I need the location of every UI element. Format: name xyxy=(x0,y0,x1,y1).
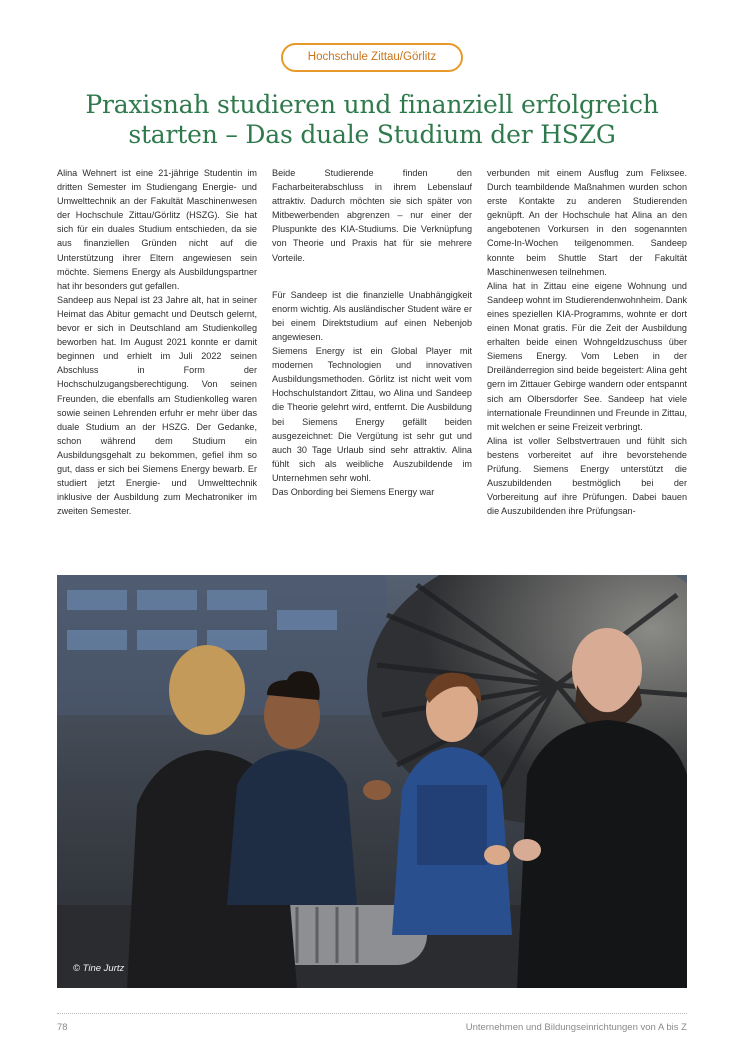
section-tag: Hochschule Zittau/Görlitz xyxy=(281,43,463,72)
paragraph: verbunden mit einem Ausflug zum Felixsee. Durch teambildende Maßnahmen wurden schon erste Kontakte zu anderen Studierenden geknüpft. An der Hochschule hat Alina an den angebotenen Vorkursen in den sogenannten Come-In-Wochen teilgenommen. Sandeep konnte beim Shuttle Start der Fakultät Maschinenwesen teilnehmen. xyxy=(487,168,687,277)
text-column-3 xyxy=(487,166,687,518)
paragraph: Für Sandeep ist die finanzielle Unabhängigkeit enorm wichtig. Als ausländischer Student wäre er bei einem Direktstudium auf einen Nebenjob angewiesen. xyxy=(272,289,472,342)
text-column-1 xyxy=(57,166,257,518)
paragraph: Sandeep aus Nepal ist 23 Jahre alt, hat in seiner Heimat das Abitur gemacht und Deutsch gelernt, bevor er sich in Deutschland am Studienkolleg beworben hat. Im August 2021 konnte er damit beginnen und erhielt im Juli 2022 seinen Abschluss in Form der Hochschulzugangsberechtigung. Von seinen Freunden, die ebenfalls am Studienkolleg waren sowie seinen Lehrenden erfuhr er mehr über das duale Studium an der HSZG. Der Gedanke, schon während dem Studium ein Ausbildungsgehalt zu bekommen, gefiel ihm so gut, dass er sich bei Siemens Energy bewarb. Er studiert jetzt Energie- und Umwelttechnik inklusive der Ausbildung zum Mechatroniker im zweiten Semester. xyxy=(57,294,257,517)
paragraph: Alina Wehnert ist eine 21-jährige Studentin im dritten Semester im Studiengang Energie- und Umwelttechnik an der Fakultät Maschinenwesen der Hochschule Zittau/Görlitz (HSZG). Sie hat sich für ein duales Studium entschieden, da sie aus finanziellen Gründen nicht auf die Unterstützung ihrer Eltern angewiesen sein möchte. Siemens Energy als Ausbildungspartner hat ihr besonders gut gefallen. xyxy=(57,168,257,291)
page-number: 78 xyxy=(57,1022,68,1033)
text-column-2 xyxy=(272,166,472,499)
paragraph: Alina hat in Zittau eine eigene Wohnung und Sandeep wohnt im Studierendenwohnheim. Dank eines speziellen KIA-Programms, wohnte er dort einen Monat gratis. Für die Zeit der Ausbildung erhalten beide einen Wohngeldzuschuss über Siemens Energy. Vom Leben in der Dreiländerregion sind beide begeistert: Alina geht gern im Zittauer Gebirge wandern oder entspannt sich am Olbersdorfer See. Sandeep hat viele internationale Freundinnen und Freunde in Zittau, mit welchen er seine Freizeit verbringt. xyxy=(487,280,687,432)
footer-divider xyxy=(57,1013,687,1014)
paragraph: Das Onbording bei Siemens Energy war xyxy=(272,486,435,497)
paragraph: Beide Studierende finden den Facharbeiterabschluss in ihrem Lebenslauf attraktiv. Dadurch möchten sie sich später von Mitbewerbenden abgrenzen – nur einer der Pluspunkte des KIA-Studiums. Die Verknüpfung von Theorie und Praxis hat für sie mehrere Vorteile. xyxy=(272,168,472,263)
paragraph: Alina ist voller Selbstvertrauen und fühlt sich bestens vorbereitet auf ihre bevorstehende Prüfung. Siemens Energy unterstützt die Auszubildenden bestmöglich bei der Vorbereitung auf ihre Prüfungen. Dabei bauen die Auszubildenden ihre Prüfungsan- xyxy=(487,435,687,517)
paragraph: Siemens Energy ist ein Global Player mit modernen Technologien und innovativen Ausbildungsmethoden. Görlitz ist nicht weit vom Hochschulstandort Zittau, wo Alina und Sandeep die Theorie gelehrt wird, entfernt. Die Ausbildung bei Siemens Energy gefällt beiden ausgezeichnet: Die Vergütung ist sehr gut und auch 30 Tage Urlaub sind sehr attraktiv. Alina fühlt sich als weibliche Auszubildende im Unternehmen sehr wohl. xyxy=(272,346,472,483)
article-photo xyxy=(57,575,687,988)
footer-running-title: Unternehmen und Bildungseinrichtungen von A bis Z xyxy=(465,1022,687,1033)
article-headline: Praxisnah studieren und finanziell erfolgreich starten – Das duale Studium der HSZG xyxy=(85,90,659,149)
photo-credit: © Tine Jurtz xyxy=(73,963,125,974)
workshop-scene-illustration xyxy=(57,575,687,988)
